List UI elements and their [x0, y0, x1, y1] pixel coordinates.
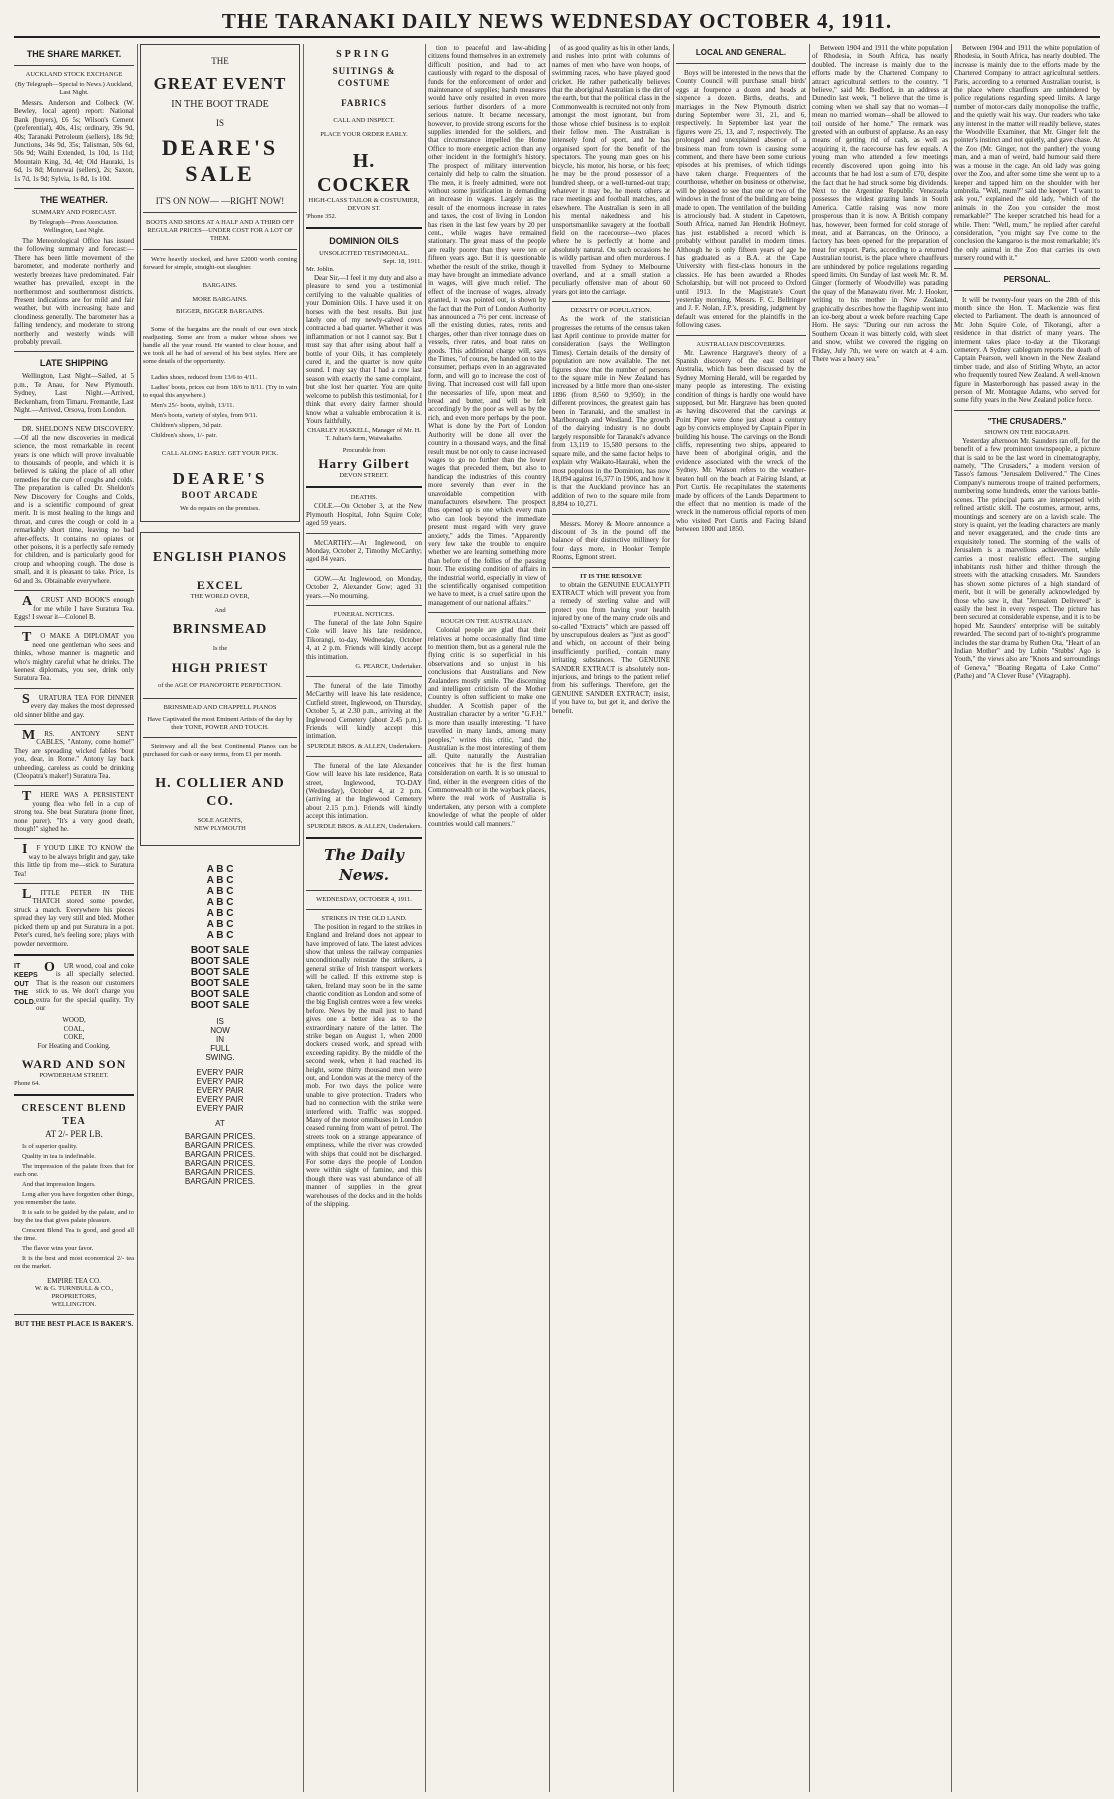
- share-market-heading: THE SHARE MARKET.: [26, 49, 122, 59]
- testimonial-signature: CHARLEY HASKELL, Manager of Mr. H. T. Julian's farm, Waiwakaiho.: [307, 427, 421, 443]
- boot-sale-line: BOOT SALE: [190, 978, 250, 989]
- crescent-line: It is the best and most economical 2/- tea on the market.: [14, 1254, 134, 1270]
- abc-boot-sale-ad: [140, 864, 300, 1186]
- divider: [14, 590, 134, 591]
- abc-line: A B C: [206, 875, 234, 886]
- divider: [14, 883, 134, 884]
- price-list: [143, 374, 297, 440]
- divider: [306, 756, 422, 757]
- testimonial-date: Sept. 18, 1911.: [383, 258, 422, 265]
- local-general-text: Boys will be interested in the news that the County Council will purchase small birds' eggs at fourpence a dozen and heads at sixpence a dozen. Births, deaths, and marriages in the New Plymouth district during September were 31, 21, and 6, respectively. In September last year the figures were 25, 13, and 7, respectively. The prolonged and unexplained absence of a business man from town is causing some comment, and there have been some curious episodes at his premises, of which tidings have taken charge. Frequenters of the courthouse, whether on business or otherwise, will be pleased to see that one or two of the windows in the front of the building are being made to open. The ventilation of the building is atrociously bad. A student in Capetown, South Africa, named Jan Hendrik Hofmeyr, has just established a record which is probably without parallel in modern times. Although he is only fifteen years of age he has graduated as a B.A. at the Cape University with first-class honours in the classics. He has been awarded a Rhodes Scholarship, but will not proceed to Oxford until 1913. In the Magistrate's Court yesterday morning, Messrs. F. C. Bellringer and J. F. Nolan, J.P.'s, presiding, judgment by default was entered for the plaintiffs in the following cases.: [676, 69, 806, 330]
- price-line: Ladies shoes, reduced from 13/6 to 4/11.: [151, 374, 257, 381]
- bargain-prices: BARGAIN PRICES.: [184, 1141, 256, 1150]
- density-heading: DENSITY OF POPULATION.: [570, 307, 652, 315]
- harry-gilbert: Harry Gilbert: [318, 456, 410, 472]
- english-pianos-ad: [140, 532, 300, 846]
- empire-tea: EMPIRE TEA CO.: [47, 1276, 101, 1285]
- abc-line: A B C: [206, 864, 234, 875]
- funeral-notice: The funeral of the late Timothy McCarthy will leave his late residence, Cutfield street, Inglewood, on Thursday, October 5, at 2.30 p.m., arriving at the Inglewood Cemetery (about 2.45 p.m.). Friends will kindly accept this intimation.: [306, 682, 422, 741]
- price-line: Children's slippers, 3d pair.: [151, 422, 223, 429]
- resolve-heading: IT IS THE RESOLVE: [580, 572, 642, 580]
- fabrics-heading: FABRICS: [341, 98, 387, 108]
- column-rule: [549, 44, 550, 1792]
- divider: [306, 676, 422, 677]
- divider: [676, 335, 806, 336]
- heating-cooking: For Heating and Cooking.: [37, 1041, 111, 1050]
- ward-street: POWDERHAM STREET.: [39, 1071, 109, 1079]
- call-early: CALL ALONG EARLY. GET YOUR PICK.: [161, 450, 279, 457]
- and-word: And: [214, 607, 226, 614]
- australian-discoverers-text: Mr. Lawrence Hargrave's theory of a Spanish discovery of the east coast of Australia, which has been discussed by the Sydney Morning Herald, will be regarded by many people as interesting. The existing condition of things is hardly one would have supposed, but Mr. Hargrave has been quoted as having discovered that the carvings at Point Piper were done just about a century ago by convicts employed by Captain Piper in building his house. The carvings on the Bondi cliffs, representing two ships, appeared to have been of aboriginal origin, and the evidence associated with the wreck of the Sydney. Mr. Watson refers to the weather-beaten hull on the beach at Fairing Island, at Port Curtis. He recapitulates the statements made by officers of the Lands Department to the effect that no mention is made of the wreck in the numerous official reports of men who visited Port Curtis and Facing Island between 1800 and 1850.: [676, 348, 806, 534]
- divider: [954, 290, 1100, 291]
- price-line: Men's boots, variety of styles, from 9/11.: [151, 412, 258, 419]
- cocker-phone: 'Phone 352.: [306, 213, 337, 220]
- boot-sale-line: BOOT SALE: [190, 956, 250, 967]
- bargain-prices: BARGAIN PRICES.: [184, 1150, 256, 1159]
- empire-proprietors: W. & G. TURNBULL & CO., PROPRIETORS,: [34, 1285, 114, 1301]
- crusaders-heading: "THE CRUSADERS.": [987, 416, 1067, 426]
- divider: [552, 301, 670, 302]
- is-word: IS: [216, 1017, 224, 1026]
- wood-item: COKE,: [63, 1033, 85, 1042]
- divider: [306, 605, 422, 606]
- weather-heading: THE WEATHER.: [40, 195, 108, 206]
- australian-continued: of as good quality as his in other lands, and rushes into print with columns of names of men who have won hoops, of swimming races, who have played good cricket. He rather pathetically believes that the aboriginal Australian is the dirt of the earth, but that the political class in the Commonwealth is recruited not only from amongst the most ignorant, but from those whose chief business is to exploit their fellow men. The Australian is intensely fond of sport, and he has organised sport for the benefit of the spectators. The young man goes on his bicycle, his motor, his horse, or his feet; he may be the proud possessor of a hundred sheep, or a well-turned-out trap; whatever it may be, he meets others at race meetings and football matches, and elsewhere. The Australian is seen in all his mental nakedness and his unsportsmanlike savagery at the football field on the racecourse—two places where he is perfectly at home and absolutely natural. On such occasions he is wildly partisan and often murderous. I travelled from Sydney to Melbourne overland, and at a small station a peculiarly offensive man of about 60 years got into the carriage.: [552, 44, 670, 296]
- suratura-ad: SURATURA TEA FOR DINNER every day makes the most depressed old sinner blithe and gay.: [14, 691, 134, 719]
- abc-line: A B C: [206, 930, 234, 941]
- column-4: [428, 44, 546, 1792]
- wood-item: COAL,: [63, 1024, 85, 1033]
- divider: [14, 1094, 134, 1096]
- every-pair: EVERY PAIR: [196, 1068, 244, 1077]
- crescent-line: Long after you have forgotten other things, you remember the taste.: [14, 1190, 134, 1206]
- crescent-line: Is of superior quality.: [22, 1142, 78, 1150]
- suratura-ad: LITTLE PETER IN THE THATCH stored some powder, struck a match. Everywhere his pieces spread they lay very still and bled. Mother picked them up and put Suratura in a pot. Peter's cured, he's feeling sore; plays with powder nevermore.: [14, 887, 134, 948]
- divider: [306, 909, 422, 910]
- stock-exchange-subheading: AUCKLAND STOCK EXCHANGE: [25, 71, 123, 78]
- abc-line: A B C: [206, 897, 234, 908]
- collier-and-co: H. COLLIER AND CO.: [155, 776, 285, 809]
- price-line: Children's shoes, 1/- pair.: [151, 432, 217, 439]
- divider: [306, 486, 422, 488]
- column-rule: [303, 44, 304, 1792]
- deares-title-2: DEARE'S: [172, 469, 268, 488]
- every-pair: EVERY PAIR: [196, 1077, 244, 1086]
- boot-sale-line: BOOT SALE: [190, 989, 250, 1000]
- testimonial-addressee: Mr. Joblin.: [306, 266, 335, 273]
- boot-sale-line: BOOT SALE: [190, 1000, 250, 1011]
- ward-phone: Phone 64.: [14, 1079, 40, 1087]
- divider: [306, 227, 422, 229]
- suitings-heading: SUITINGS & COSTUME: [332, 66, 396, 88]
- column-rule: [425, 44, 426, 1792]
- divider: [428, 612, 546, 613]
- crescent-line: Crescent Blend Tea is good, and good all the time.: [14, 1226, 134, 1242]
- suratura-ad: MRS. ANTONY SENT CABLES, "Antony, come home!" They are spreading wicked fables 'bout you, dear, in Rome." Antony lay back unheeding, careless as could be drinking (Cleopatra's maker!) Suratura Tea.: [14, 727, 134, 780]
- boot-sale-line: BOOT SALE: [190, 967, 250, 978]
- news-continued: Between 1904 and 1911 the white population of Rhodesia, in South Africa, has nearly doubled. The increase is mainly due to the efforts made by the Chartered Company to attract agricultural settlers. Paris, according to a returned Australian tourist, is the place where chauffeurs are unhindered by police regulations regarding speed limits. A large number of motor-cars daily monopolise the traffic, and the quietly wait his way. Our readers who take any interest in the matter will readily believe, states the Woodville Examiner, that Mr. Ginger felt the pointer's instinct and not quietly, and gave chase. At the Zoo (Mr. Ginger, not the panther) the young man, and a man of weird, bald humour said there was a mouse in the cage. An old lady was going over the Zoo, and after some time she went up to a keeper and tapped him on the shoulder with her umbrella. "Well, mum?" said the keeper. "I want to ask you," explained the old lady, "which of the animals in the Zoo you consider the most remarkable?" The keeper scratched his head for a while. Then: "Well, mum," he replied after careful consideration, "you might say I've come to the conclusion the kangaroo is the most remarkable; it's the only animal in the Zoo that carries its own nursery round with it.": [954, 44, 1100, 263]
- deares-title: DEARE'S: [161, 135, 279, 160]
- density-text: As the work of the statistician progresses the returns of the census taken last April continue to provide matter for consideration (says the Wellington Times). Certain details of the density of population are now available. The net figures show that the number of persons to the square mile in New Zealand has increased by a little more than one-sister 1896 (from 8,560 to 9,950); in the different provinces, the greatest gain has been in Taranaki, and the smallest in Marlborough and Westland. The growth of the dairying industry is no doubt largely responsible for Taranaki's advance from 13,119 to 15,580 persons to the square mile, and the same factor helps to explain why Waikato-Hauraki, when the most populous in the Dominion, has now 18,094 against 16,377 in 1906, and how it is that the Auckland province has an addition of two to the square mile from 8,894 to 10,271.: [552, 315, 670, 509]
- divider: [14, 626, 134, 627]
- heavily-stocked: We're heavily stocked, and have £2000 worth coming forward for simple, straight-out slaughter.: [143, 256, 297, 271]
- funeral-notice: The funeral of the late John Squire Cole will leave his late residence, Tikorangi, to-day, Wednesday, October 4, at 2 p.m. Friends will kindly accept this intimation.: [306, 618, 422, 661]
- crescent-line: Quality in tea is indefinable.: [22, 1152, 96, 1160]
- repairs-line: We do repairs on the premises.: [180, 505, 260, 512]
- undertaker: SPURDLE BROS. & ALLEN, Undertakers.: [306, 742, 422, 750]
- crescent-line: It is safe to be guided by the palate, and to buy the tea that gives palate pleasure.: [14, 1208, 134, 1224]
- wood-coal-text: OUR wood, coal and coke is all specially selected. That is the reason our customers stick to us. We don't charge you extra for the special quality. Try our: [36, 959, 134, 1012]
- dominion-oils-heading: DOMINION OILS: [329, 236, 399, 246]
- procurable-from: Procurable from: [342, 447, 386, 455]
- personal-heading: PERSONAL.: [1003, 274, 1051, 284]
- divider: [14, 188, 134, 189]
- every-pair: EVERY PAIR: [196, 1086, 244, 1095]
- every-pair: EVERY PAIR: [196, 1104, 244, 1113]
- crusaders-subheading: SHOWN ON THE BIOGRAPH.: [984, 428, 1070, 436]
- bargains-line: BARGAINS.: [202, 282, 238, 289]
- divider: [143, 698, 297, 699]
- column-6: [676, 44, 806, 1792]
- full-word: FULL: [210, 1044, 230, 1053]
- now-word: NOW: [210, 1026, 230, 1035]
- english-pianos: ENGLISH PIANOS: [152, 550, 288, 565]
- crescent-tea-price: AT 2/- PER LB.: [45, 1128, 103, 1139]
- boot-arcade: BOOT ARCADE: [181, 490, 259, 500]
- divider: [14, 688, 134, 689]
- strikes-text: The position in regard to the strikes in England and Ireland does not appear to have improved of late. The latest advices show that unless the railway companies unconditionally reinstate the strikers, a general strike of Irish transport workers will be called. If this extreme step is taken, Ireland may soon be in the same chaotic condition as London and some of the big English centres were a few weeks before. News by the mail just to hand gives one a better idea as to the extraordinary nature of the latter. The strike began on August 1, when 2000 dockers ceased work, and spread with exceeding rapidity. By the middle of the second week, when it had reached its height, some thirty thousand men were out, and London was at the mercy of the mob. For two days the police were unable to give protection. Traders who had no connection with the strike were interfered with. Traffic was stopped. Many of the motor omnibuses in London ceased running from want of petrol. The streets took on a strange appearance of emptiness, while the river was crowded with ships that could not be discharged. For some days the people of London were within sight of famine, and this though there was vast abundance of all manner of supplies in the great warehouses of the docks and in the holds of the shipping.: [306, 922, 422, 1209]
- abc-line: A B C: [206, 919, 234, 930]
- suratura-ad: ACRUST AND BOOK'S enough for me while I have Suratura Tea. Eggs! I swear it—Colonel B.: [14, 594, 134, 621]
- divider: [306, 569, 422, 570]
- ward-and-son: WARD AND SON: [21, 1056, 127, 1071]
- suratura-ad: IF YOU'D LIKE TO KNOW the way to be always bright and gay, take this little tip from me—stick to Suratura Tea!: [14, 842, 134, 878]
- captivated: Have Captivated the most Eminent Artists of the day by their TONE, POWER AND TOUCH.: [147, 716, 293, 731]
- sheldon-advertisement: DR. SHELDON'S NEW DISCOVERY.—Of all the new discoveries in medical science, the most remarkable in recent years is one which will prove invaluable to thousands of people, and which it is believed is taking the place of all other remedies for the cure of coughs and colds. The preparation is called Dr. Sheldon's New Discovery for Coughs and Colds, and is a scientific compound of great merit. It is most healing to the lungs and throat, and cures the cough or cold in a remarkably short time, leaving no bad after-effects. It contains no opiates or other poisons, it is a perfectly safe remedy for children, and is particularly good for croup and whooping cough. The dose is small, and it is pleasant to take. Price, 1s 6d and 3s. Obtainable everywhere.: [14, 425, 134, 585]
- call-inspect: CALL AND INSPECT.: [333, 117, 395, 124]
- keeps-out-cold: [14, 962, 36, 1007]
- australian-heading: ROUGH ON THE AUSTRALIAN.: [440, 618, 534, 626]
- australian-text: Colonial people are glad that their relatives at home occasionally find time to mention them, but as a general rule the flying critic is so superficial in his observations and so unjust in his conclusions that Australians and New Zealanders mostly smile. The discerning and intelligent criticism of the Mother Country is often sufficient to make one shudder. A Scottish paper of the Australian character by a writer "G.F.H." is more than usually interesting. "I have travelled in many lands, among many peoples," writes this critic, "and the Australian is the most interesting of them all. Quite naturally the Australian conceives that he is the first human consideration on earth. It is so unusual to find, either in the evergreen cities of the Commonwealth or in the wayback places, where the real work of Australia is undertaken, any person with a complete knowledge of what the people of older countries would call manners.": [428, 626, 546, 828]
- steinway-terms: Steinway and all the best Continental Pianos can be purchased for cash or easy terms, from £1 per month.: [143, 743, 297, 758]
- weather-dateline: By Telegraph—Press Association. Wellington, Last Night.: [29, 219, 119, 235]
- crescent-line: The impression of the palate fixes that for each one.: [14, 1162, 134, 1178]
- undertaker: SPURDLE BROS. & ALLEN, Undertakers.: [306, 822, 422, 830]
- divider: [552, 514, 670, 515]
- divider: [143, 249, 297, 250]
- keeps-word: KEEPS: [14, 971, 38, 979]
- boots-half-off: BOOTS AND SHOES AT A HALF AND A THIRD OFF REGULAR PRICES—UNDER COST FOR A LOT OF THEM.: [145, 219, 295, 242]
- column-rule: [673, 44, 674, 1792]
- is-the: Is the: [212, 645, 228, 652]
- divider: [14, 419, 134, 420]
- boot-sale-line: BOOT SALE: [190, 945, 250, 956]
- testimonial-text: Dear Sir,—I feel it my duty and also a pleasure to send you a testimonial certifying to the valuable qualities of your Dominion Oils. I have used it on horses with the best results. But just lately one of my newly-calved cows contracted a bad quarter. Whether it was inflammation or not I cannot say. But I must say that after using about half a bottle of your Oils, it has completely cured it, and the quarter is now quite sound. I may say that I had a cow last season with exactly the same complaint, but she lost her quarter. You are quite welcome to publish this testimonial, for I think that every dairy farmer should know what a valuable embrocation it is. Yours faithfully,: [306, 274, 422, 425]
- death-notice: COLE.—On October 3, at the New Plymouth Hospital, John Squire Cole; aged 59 years.: [306, 502, 422, 528]
- is-word: IS: [215, 118, 224, 128]
- divider: [676, 63, 806, 64]
- age-of-pianoforte: of the AGE OF PIANOFORTE PERFECTION.: [158, 682, 282, 689]
- abc-line: A B C: [206, 886, 234, 897]
- the-word: THE: [211, 56, 229, 66]
- divider: [552, 567, 670, 568]
- column-8: [954, 44, 1100, 1792]
- funeral-notice: The funeral of the late Alexander Gow will leave his late residence, Rata street, Inglewood, TO-DAY (Wednesday), October 4, at 2 p.m. (arriving at the Inglewood Cemetery about 2.15 p.m.). Friends will kindly accept this intimation.: [306, 761, 422, 821]
- keeps-word: OUT: [14, 980, 29, 988]
- bigger-bargains: BIGGER, BIGGER BARGAINS.: [175, 308, 265, 315]
- brinsmead: BRINSMEAD: [172, 622, 268, 637]
- more-bargains: MORE BARGAINS.: [192, 296, 248, 303]
- swing-word: SWING.: [205, 1053, 235, 1062]
- keeps-word: COLD.: [14, 998, 36, 1006]
- in-word: IN: [216, 1035, 224, 1044]
- abc-line: A B C: [206, 908, 234, 919]
- crescent-line: And that impression lingers.: [22, 1180, 96, 1188]
- divider: [306, 533, 422, 534]
- its-on-now: IT'S ON NOW— —RIGHT NOW!: [155, 196, 285, 206]
- divider: [14, 351, 134, 352]
- divider: [14, 785, 134, 786]
- keeps-word: THE: [14, 989, 28, 997]
- column-rule: [809, 44, 810, 1792]
- divider: [306, 837, 422, 839]
- price-line: Men's 25/- boots, stylish, 13/11.: [151, 402, 235, 409]
- brinsmead-chappell: BRINSMEAD AND CHAPPELL PIANOS: [163, 704, 277, 711]
- unsolicited-testimonial: UNSOLICITED TESTIMONIAL.: [319, 250, 409, 257]
- divider: [306, 890, 422, 891]
- bargain-prices: BARGAIN PRICES.: [184, 1168, 256, 1177]
- sole-agents: SOLE AGENTS,: [197, 817, 243, 824]
- cocker-name: H. COCKER: [317, 150, 411, 196]
- column-1: [14, 44, 134, 1792]
- suratura-ad: TO MAKE A DIPLOMAT you need one gentleman who sees and thinks, whose manner is magnetic and who's mighty careful what he drinks. The keenest diplomats, you see, drink only Suratura Tea.: [14, 630, 134, 683]
- bargain-prices: BARGAIN PRICES.: [184, 1159, 256, 1168]
- general-news-text: Between 1904 and 1911 the white population of Rhodesia, in South Africa, has nearly doubled. The increase is mainly due to the efforts made by the Chartered Company to attract agricultural settlers to the country. "I believe," said Mr. Bedford, in an address at Dunedin last week, "I believe that the time is coming when we shall say that no woman—I mean no married woman—shall be allowed to toil outside of her home." The remark was greeted with an outburst of applause. As an easy means of getting rid of cash, as well as acquiring it, the racecourse has few equals. A young man who attended a few meetings recently discovered upon going into his accounts that he had lost a sum of £70, despite the fact that he had struck some big dividends. Next to the Argentine Republic Venezuela possesses the widest grazing lands in South America. Cattle raising was now more prosperous than it is now. A British company has, however, been formed for cold storage of meat, and at Barrancas, on the Orinoco, a factory has been opened for the preparation of meat for export. Paris, according to a returned Australian tourist, is the place where chauffeurs are unhindered by police regulations regarding speed limits. On Sunday of last week Mr. R. M. Ginger (formerly of Woodville) was parading the quay of the Manawatu river. Mr. J. Hooker, writing to his mother in New Zealand, graphically describes how the flagship went into an ice-berg about a week before reaching Cape Horn. He says: "During our run across the Southern Ocean it was bitterly cold, with sleet and snow, whilst we covered the rigging on Friday, July 7th, we were on watch at 4 a.m. There was a heavy sea.": [812, 44, 948, 364]
- resolve-text: to obtain the GENUINE EUCALYPTI EXTRACT which will prevent you from a remedy of sterling value and will protect you from having your health injured by one of the many crude oils and so-called "Extracts" which are passed off by unscrupulous dealers as "just as good" and which, on account of their being insufficiently purified, contain many irritating substances. The GENUINE SANDER EXTRACT is absolutely non-injurious, and brings to the patient relief from his sufferings. Therefore, get the GENUINE SANDER EXTRACT; insist, if you have to, but get it, and derive the benefit.: [552, 580, 670, 715]
- wood-item: WOOD,: [62, 1016, 86, 1025]
- suratura-ad: THERE WAS A PERSISTENT young flea who fell in a cup of strong tea. She beat Suratura (none finer, none purer). "It's a very good death, though!" sighed he.: [14, 789, 134, 834]
- local-general-heading: LOCAL AND GENERAL.: [695, 48, 787, 57]
- bargain-prices: BARGAIN PRICES.: [184, 1132, 256, 1141]
- crescent-lines: [14, 1143, 134, 1271]
- great-event: GREAT EVENT: [153, 74, 287, 93]
- column-rule: [951, 44, 952, 1792]
- shipping-text: Wellington, Last Night—Sailed, at 5 p.m., Te Anau, for New Plymouth. Sydney, Last Night.—Arrived, Beckenham, from Timaru. Fremantle, Last Night.—Arrived, Orsova, from London.: [14, 372, 134, 414]
- divider: [14, 954, 134, 956]
- crusaders-text: Yesterday afternoon Mr. Saunders ran off, for the benefit of a few prominent townspeople, a picture that is said to be the last word in cinematography, namely, "The Crusaders," a modern version of Tasso's famous "Jerusalem Delivered." The Cines Company's numerous troupe of trained performers, numbering some hundreds, enter the various battle-scenes. The principal parts are interspersed with refined artistic skill. The costumes, armour, arms, mountings and scenery are on a lavish scale. The story is quaint, yet the leading characters are manly and never exaggerated, and the crude tints are exquisitely toned. The storming of the walls of Jerusalem is a marvellous achievement, while carries a most realistic effect. The surging inhabitants rush hither and thither through the streets with the attacking crusaders. Mr. Saunders has shown some pictures of a high standard of merit, but it will be generally acknowledged by those who saw it, that "Jerusalem Delivered" is easily the best in every respect. The picture has been secured at considerable expense, and it is to be hoped Mr. Saunders' enterprise will be suitably rewarded. The second part of to-night's programme includes the star drama by Ruthen Ota, "Heart of an Indian Mother" and by Lubin "Stubbs' Ago is Youth," the views also are "Knots and surroundings of Geneva," "Boating Regatta of Lake Como" (Pathe) and "A Clever Ruse" (Vitagraph).: [954, 436, 1100, 681]
- australian-discoverers-heading: AUSTRALIAN DISCOVERERS.: [696, 340, 786, 348]
- divider: [954, 268, 1100, 269]
- editorial-date: WEDNESDAY, OCTOBER 4, 1911.: [316, 895, 412, 903]
- cocker-tailor: HIGH-CLASS TAILOR & COSTUMIER, DEVON ST.: [308, 197, 420, 212]
- deares-sale-ad: [140, 44, 300, 522]
- divider: [143, 737, 297, 738]
- keeps-word: IT: [14, 962, 21, 970]
- high-priest: HIGH PRIEST: [171, 660, 269, 675]
- empire-city: WELLINGTON.: [51, 1301, 97, 1309]
- crescent-line: The flavor wins your favor.: [22, 1244, 94, 1252]
- in-boot-trade: IN THE BOOT TRADE: [171, 99, 269, 110]
- at-word: AT: [215, 1119, 225, 1128]
- column-2: [140, 44, 300, 1792]
- new-plymouth: NEW PLYMOUTH: [194, 825, 246, 832]
- divider: [14, 1314, 134, 1315]
- daily-news-nameplate: The Daily News.: [324, 845, 404, 884]
- excel: EXCEL: [196, 578, 244, 592]
- column-3: [306, 44, 422, 1792]
- world-over: THE WORLD OVER,: [190, 593, 250, 600]
- bargains-description: Some of the bargains are the result of our own stock readjusting. Some are from a maker whose shoes we handle all the year round. He wanted to clear house, and we took all he had of several of his best styles. Here are some details of the opportunity.: [143, 326, 297, 365]
- column-5: [552, 44, 670, 1792]
- place-order: PLACE YOUR ORDER EARLY.: [320, 131, 408, 138]
- weather-text: The Meteorological Office has issued the following summary and forecast:—There has been little movement of the barometer, and moderate northerly and westerly breezes have predominated. Fair weather has prevailed, except in the northernmost and southernmost districts. Present indications are for mild and fair weather, but with increasing haze and cloudiness generally. The barometer has a falling tendency, and moderate to strong northerly and westerly winds will probably prevail.: [14, 237, 134, 346]
- divider: [14, 724, 134, 725]
- death-notice: GOW.—At Inglewood, on Monday, October 2, Alexander Gow; aged 31 years.—No mourning.: [306, 574, 422, 600]
- death-notice: McCARTHY.—At Inglewood, on Monday, October 2, Timothy McCarthy; aged 84 years.: [306, 538, 422, 564]
- devon-street: DEVON STREET.: [339, 472, 389, 480]
- divider: [954, 410, 1100, 411]
- undertaker: G. PEARCE, Undertaker.: [355, 663, 422, 670]
- column-rule: [137, 44, 138, 1792]
- bakers-line: BUT THE BEST PLACE IS BAKER'S.: [14, 1320, 134, 1329]
- crescent-tea-title: CRESCENT BLEND TEA: [21, 1102, 127, 1127]
- divider: [143, 212, 297, 213]
- morey-moore-notice: Messrs. Morey & Moore announce a discount of 3s in the pound off the balance of their distinctive millinery for four days more, in Hooker Temple Rooms, Egmont street.: [552, 519, 670, 562]
- funeral-heading: FUNERAL NOTICES.: [333, 610, 395, 618]
- weather-subheading: SUMMARY AND FORECAST.: [31, 209, 117, 217]
- personal-text: It will be twenty-four years on the 28th of this month since the Hon. T. Mackenzie was first elected to Parliament. The death is announced of Mr. John Squire Cole, of Tikorangi, after a residence in that district of many years. The interment takes place to-day at the Tikorangi cemetery. A Sydney cablegram reports the death of Captain Pearson, well known in the New Zealand timber trade, and also of Stirling Whyte, an actor who frequently toured New Zealand. A well-known figure in Masterborough has passed away in the person of Mr. Montague Adams, who served for some fifty years in the New Zealand police force.: [954, 295, 1100, 405]
- masthead-title: THE TARANAKI DAILY NEWS WEDNESDAY OCTOBER 4, 1911.: [14, 6, 1100, 38]
- sale-title: SALE: [185, 161, 255, 186]
- price-line: Ladies' boots, prices cut from 18/6 to 8/11. (Try in vain to equal this anywhere.): [143, 384, 297, 399]
- share-report-text: Messrs. Anderson and Colbeck (W. Bewley, local agent) report: National Bank (buyers), £6 5s; Wilson's Cement (preferential), 40s, 41s; ordinary, 39s 9d, 40s; Taranaki Petroleum (sellers), 18s 9d; Junctions, 34s 9d, 35s; Talisman, 50s 6d, 50s 9d; Waihi Extended, 1s 10d, 1s 11d; Mountain King, 3d, 4d; Old Hauraki, 1s 6d, 1s 8d; Monowai (sellers), 2s; Saxon, 1s 7d, 1s 9d; Sylvia, 1s 8d, 1s 10d.: [14, 99, 134, 183]
- divider: [14, 838, 134, 839]
- spring-heading: SPRING: [336, 49, 392, 60]
- shipping-heading: LATE SHIPPING: [39, 358, 109, 369]
- bargain-prices: BARGAIN PRICES.: [184, 1177, 256, 1186]
- divider: [14, 65, 134, 66]
- every-pair: EVERY PAIR: [196, 1095, 244, 1104]
- wood-items: [14, 1016, 134, 1041]
- strikes-heading: STRIKES IN THE OLD LAND.: [321, 914, 407, 922]
- share-dateline: (By Telegraph—Special to News.) Auckland, Last Night.: [15, 81, 133, 96]
- deaths-heading: DEATHS.: [350, 494, 378, 502]
- editorial-continued: tion to peaceful and law-abiding citizens found themselves in an extremely difficult position, and had to act cautiously with regard to the disposal of funds for the enforcement of order and maintenance of supplies; harsh measures would have only resulted in even more serious further disorders of a more serious nature. It became necessary, however, to provide strong escorts for the supplies intended for the soldiers, and that circumstance impelled the Home Office to more energetic action than any other incident in the fortnight's history. The prospect of military intervention certainly did help to calm the situation. The men, it is freely admitted, were not without some justification in demanding an increase in wages. Largely as the result of the enormous increase in rates and taxes, the cost of living in London has risen in the last few years by 20 per cent., while wages have remained stationary. The great mass of the people are really poorer than they were ten or fifteen years ago. But it is questionable whether the result of the strike, though it may have brought an immediate advance in wages, will give much relief. The effect of the increase of wages, already granted, it was pointed out, is shown by the fact that the Port of London Authority has announced a 7½ per cent. increase of all the existing duties, rates, rents and charges, other than river tonnage dues on vessels, river rates, and boat rates on goods. This additional charge will, says the Times, "of course, be handed on to the consumer, perhaps even in an aggravated form, and will go to increase the cost of living. That increased cost will fall upon the necessaries of life, upon meat and bread and butter, and will be felt accordingly by the poor as well as by the rich, and even more perhaps by the poor. What is done by the Port of London Authority will be done all over the country in a thousand ways, and the final result must be not only to cause increased wages to go no further than the lower wages that preceded them, but also to handicap the industries of this country more severely than ever in the unavoidable competition with manufacturers elsewhere. The prospect thus opened up is one which every man who can look beyond the immediate present must regard with very grave anxiety," adds the Times. "Apparently very few take the trouble to enquire whether we are learning something more than before of the follies of the passing hour. The existing condition of affairs in the industrial world, especially in view of the scientifically organised competition we have to meet, is a cruel satire upon the management of our national affairs.": [428, 44, 546, 607]
- column-7: [812, 44, 948, 1792]
